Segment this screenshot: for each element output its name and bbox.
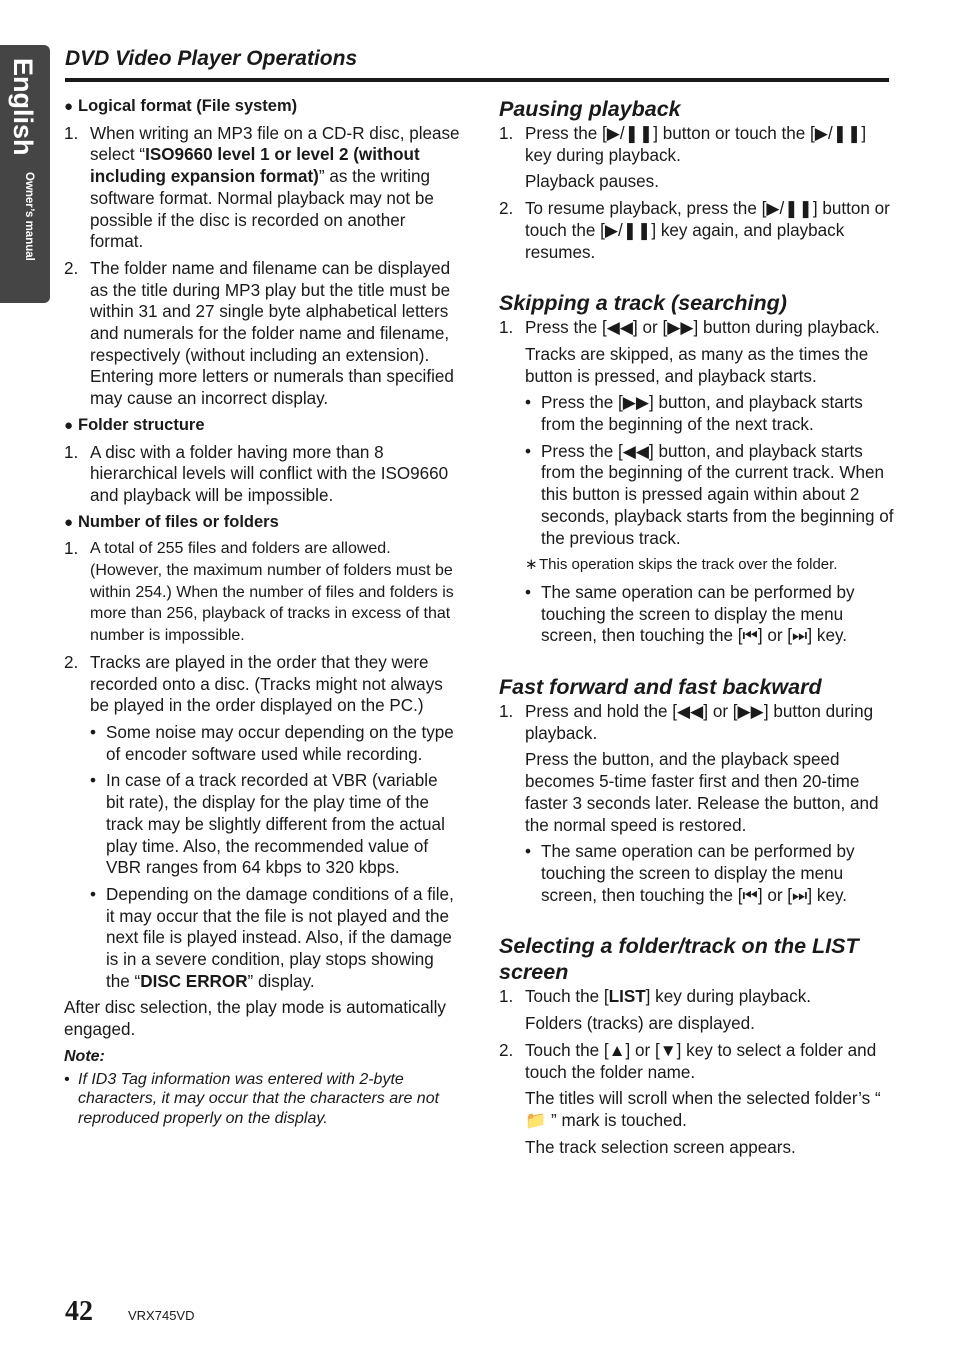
list-item: 2. Touch the [▲] or [▼] key to select a folder and touch the folder name. <box>499 1040 877 1082</box>
bullet-item: • In case of a track recorded at VBR (variable bit rate), the display for the play time of the track may be slightly different from the actual play time. Also, the recommended value of VBR ranges from 64 kbps to 320 kbps. <box>90 771 445 878</box>
bullet-item: • Some noise may occur depending on the type of encoder software used while recording. <box>90 722 454 764</box>
note-label: Note: <box>64 1047 105 1065</box>
sub-text: Playback pauses. <box>525 172 659 192</box>
language-label: English <box>8 58 38 156</box>
bullet-dot-icon: ● <box>64 98 74 115</box>
list-item: 1. Press the [◀◀] or [▶▶] button during playback. <box>499 318 880 338</box>
section-title-pausing: Pausing playback <box>499 97 681 121</box>
model-number: VRX745VD <box>128 1308 195 1323</box>
folder-structure-heading: ● Folder structure <box>64 415 460 437</box>
list-item: 2. To resume playback, press the [▶/❚❚] button or touch the [▶/❚❚] key again, and playback resumes. <box>499 199 890 262</box>
sub-text: Folders (tracks) are displayed. <box>525 1014 755 1034</box>
bullet-dot-icon: ● <box>64 513 74 531</box>
asterisk-note: ∗ This operation skips the track over the folder. <box>525 556 838 574</box>
page-header <box>65 46 889 82</box>
bullet-item: • The same operation can be performed by touching the screen to display the menu screen, then touching the [⏮] or [⏭] key. <box>525 582 855 646</box>
left-column <box>64 96 460 1128</box>
bullet-item: • Press the [◀◀] button, and playback starts from the beginning of the current track. When this button is pressed again within about 2 seconds, playback starts from the beginning of the previous track. <box>525 441 894 548</box>
list-item: 1. Touch the [LIST] key during playback. <box>499 987 812 1007</box>
list-item: 2. The folder name and filename can be displayed as the title during MP3 play but the title must be within 31 and 27 single byte alphabetical letters and numerals for the folder name and filename, respectively (without including an extension). Entering more letters or numerals than specified may cause an incorrect display. <box>64 258 454 409</box>
sub-text: The track selection screen appears. <box>525 1137 796 1157</box>
page-number: 42 <box>65 1296 93 1327</box>
number-of-files-heading: ● Number of files or folders <box>64 512 460 534</box>
list-item: 1. Press the [▶/❚❚] button or touch the [▶/❚❚] key during playback. <box>499 124 867 165</box>
section-title-fast-forward: Fast forward and fast backward <box>499 675 822 700</box>
bullet-item: • Press the [▶▶] button, and playback starts from the beginning of the next track. <box>525 393 863 435</box>
page-title: DVD Video Player Operations <box>65 47 358 70</box>
sub-text: The titles will scroll when the selected folder’s “ 📁 ” mark is touched. <box>525 1089 881 1130</box>
manual-label: Owner’s manual <box>23 172 35 261</box>
list-item: 1. A total of 255 files and folders are allowed. (However, the maximum number of folders must be within 254.) When the number of files and folders is more than 256, playback of tracks in excess of that number is impossible. <box>64 539 454 645</box>
note-item: • If ID3 Tag information was entered with 2-byte characters, it may occur that the characters are not reproduced properly on the display. <box>64 1070 440 1127</box>
bullet-dot-icon: ● <box>64 416 74 434</box>
list-item: 1. Press and hold the [◀◀] or [▶▶] button during playback. <box>499 702 874 743</box>
list-item: 1. A disc with a folder having more than 8 hierarchical levels will conflict with the ISO9660 and playback will be impossible. <box>64 442 449 505</box>
sub-text: Tracks are skipped, as many as the times the button is pressed, and playback starts. <box>525 344 869 386</box>
bullet-item: • The same operation can be performed by touching the screen to display the menu screen, then touching the [⏮] or [⏭] key. <box>525 842 855 905</box>
sub-text: Press the button, and the playback speed becomes 5-time faster first and then 20-time faster 3 seconds later. Release the button, and the normal speed is restored. <box>525 750 879 835</box>
bullet-item: • Depending on the damage conditions of a file, it may occur that the file is not played and the next file is played instead. Also, if the damage is in a severe condition, play stops showing the “DISC ERROR” display. <box>90 884 454 991</box>
section-title-list: Selecting a folder/track on the LIST screen <box>499 934 859 985</box>
section-title-skipping: Skipping a track (searching) <box>499 291 787 316</box>
logical-format-heading: ● Logical format (File system) <box>64 96 460 118</box>
after-disc-text: After disc selection, the play mode is automatically engaged. <box>64 998 446 1040</box>
list-item: 1. When writing an MP3 file on a CD-R disc, please select “ISO9660 level 1 or level 2 (without including expansion format)” as the writing software format. Normal playback may not be possible if the disc is recorded on another format. <box>64 123 460 252</box>
list-item: 2. Tracks are played in the order that they were recorded onto a disc. (Tracks might not always be played in the order displayed on the PC.) <box>64 652 443 716</box>
right-column <box>499 96 894 1163</box>
